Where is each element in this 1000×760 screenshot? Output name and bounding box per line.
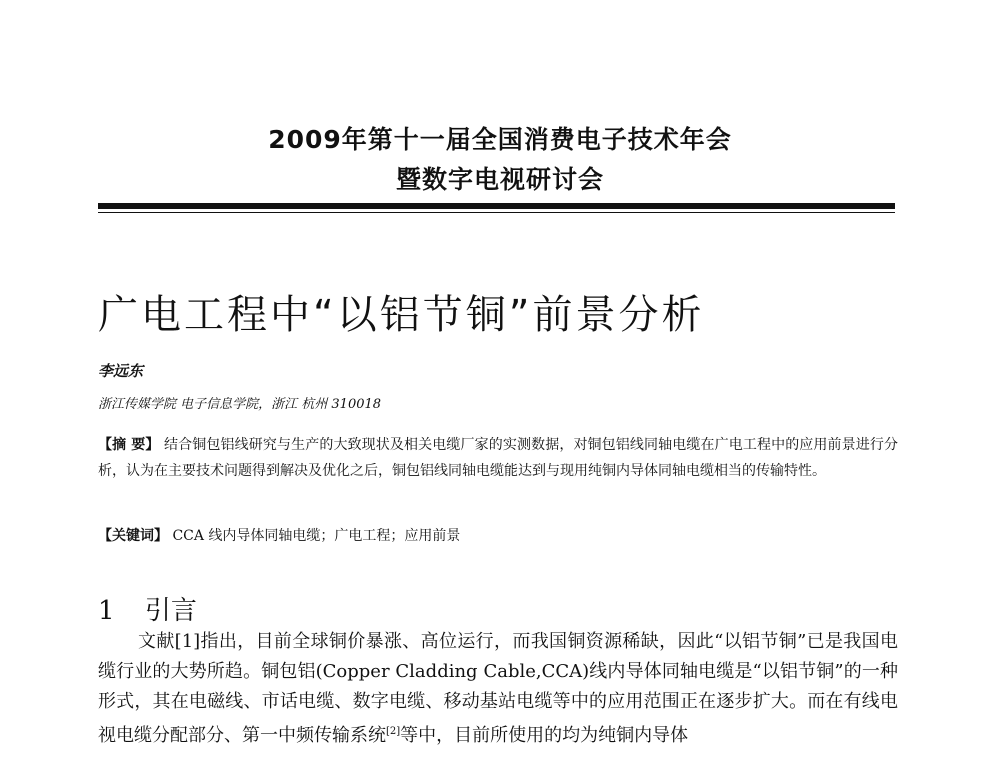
keywords	[98, 524, 898, 550]
section-number: 1	[98, 596, 115, 626]
abstract	[98, 433, 898, 484]
section-title: 引言	[144, 596, 197, 626]
paper-title: 广电工程中“以铝节铜”前景分析	[98, 292, 705, 338]
body-paragraph	[98, 627, 898, 751]
conference-title-line2: 暨数字电视研讨会	[395, 165, 604, 194]
abstract-label: 【摘 要】	[98, 437, 160, 453]
keywords-text: CCA 线内导体同轴电缆；广电工程；应用前景	[172, 528, 461, 544]
header-rule-thick	[98, 203, 895, 209]
conference-title-line1: 2009年第十一届全国消费电子技术年会	[268, 125, 732, 154]
keywords-label: 【关键词】	[98, 528, 168, 544]
body-text-part2: 等中，目前所使用的均为纯铜内导体	[400, 725, 689, 746]
paper-author: 李远东	[98, 362, 144, 380]
body-text-part1: 文献[1]指出，目前全球铜价暴涨、高位运行，而我国铜资源稀缺，因此“以铝节铜”已是我国电缆行业的大势所趋。铜包铝(Copper Cladding Cable,CCA)线内导体同轴电缆是“以铝节铜”的一种形式，其在电磁线、市话电缆、数字电缆、移动基站电缆等中的应用范围正在逐步扩大。而在有线电视电缆分配部分、第一中频传输系统	[98, 631, 898, 746]
header-rule-thin	[98, 212, 895, 213]
abstract-text: 结合铜包铝线研究与生产的大致现状及相关电缆厂家的实测数据，对铜包铝线同轴电缆在广电工程中的应用前景进行分析，认为在主要技术问题得到解决及优化之后，铜包铝线同轴电缆能达到与现用纯铜内导体同轴电缆相当的传输特性。	[98, 437, 899, 479]
section-heading	[98, 590, 197, 627]
citation-marker: [2]	[386, 726, 401, 737]
paper-affiliation: 浙江传媒学院 电子信息学院，浙江 杭州 310018	[98, 397, 382, 412]
